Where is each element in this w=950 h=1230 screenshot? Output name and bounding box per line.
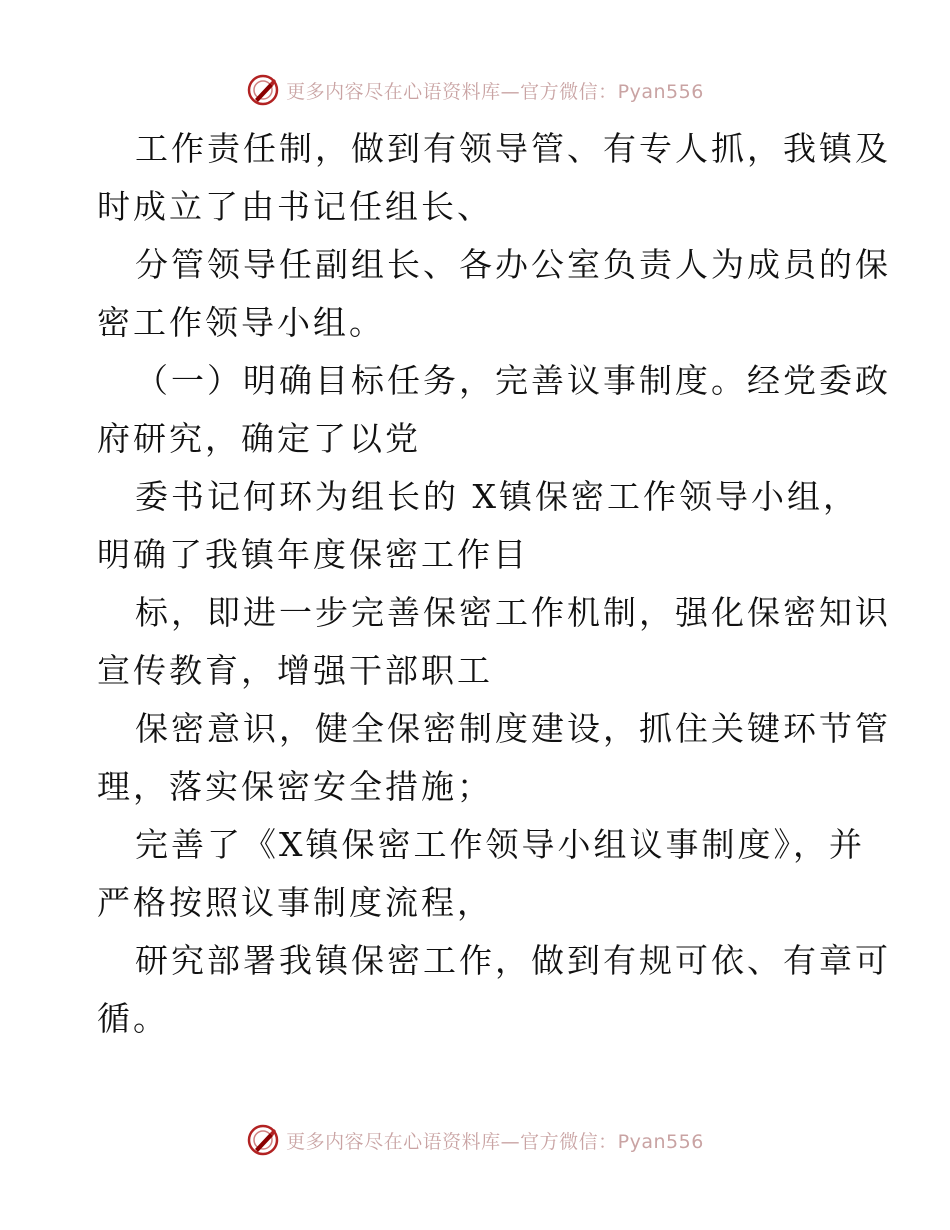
- header-banner-text: 更多内容尽在心语资料库—官方微信：Pyan556: [286, 80, 704, 103]
- footer-banner-text: 更多内容尽在心语资料库—官方微信：Pyan556: [286, 1130, 704, 1153]
- paragraph-line: 循。: [97, 999, 169, 1038]
- paragraph-line: 府研究，确定了以党: [97, 419, 421, 458]
- paragraph-line: 工作责任制，做到有领导管、有专人抓，我镇及: [135, 129, 891, 168]
- paragraph-line: 时成立了由书记任组长、: [97, 187, 493, 226]
- document-body: [97, 120, 891, 1048]
- paragraph-line: 标，即进一步完善保密工作机制，强化保密知识: [135, 593, 891, 632]
- pen-circle-logo-icon: [246, 73, 280, 107]
- pen-circle-logo-icon: [246, 1123, 280, 1157]
- paragraph-line: 理，落实保密安全措施；: [97, 767, 493, 806]
- paragraph-line: 分管领导任副组长、各办公室负责人为成员的保: [135, 245, 891, 284]
- header-banner: [0, 70, 950, 110]
- paragraph-line: 完善了《X镇保密工作领导小组议事制度》，并: [135, 825, 865, 864]
- paragraph-line: （一）明确目标任务，完善议事制度。经党委政: [135, 361, 891, 400]
- paragraph-line: 宣传教育，增强干部职工: [97, 651, 493, 690]
- paragraph-line: 保密意识，健全保密制度建设，抓住关键环节管: [135, 709, 891, 748]
- paragraph-line: 严格按照议事制度流程，: [97, 883, 493, 922]
- footer-banner: [0, 1120, 950, 1160]
- paragraph-line: 委书记何环为组长的 X镇保密工作领导小组，: [135, 477, 859, 516]
- paragraph-line: 密工作领导小组。: [97, 303, 385, 342]
- paragraph-line: 研究部署我镇保密工作，做到有规可依、有章可: [135, 941, 891, 980]
- paragraph-line: 明确了我镇年度保密工作目: [97, 535, 529, 574]
